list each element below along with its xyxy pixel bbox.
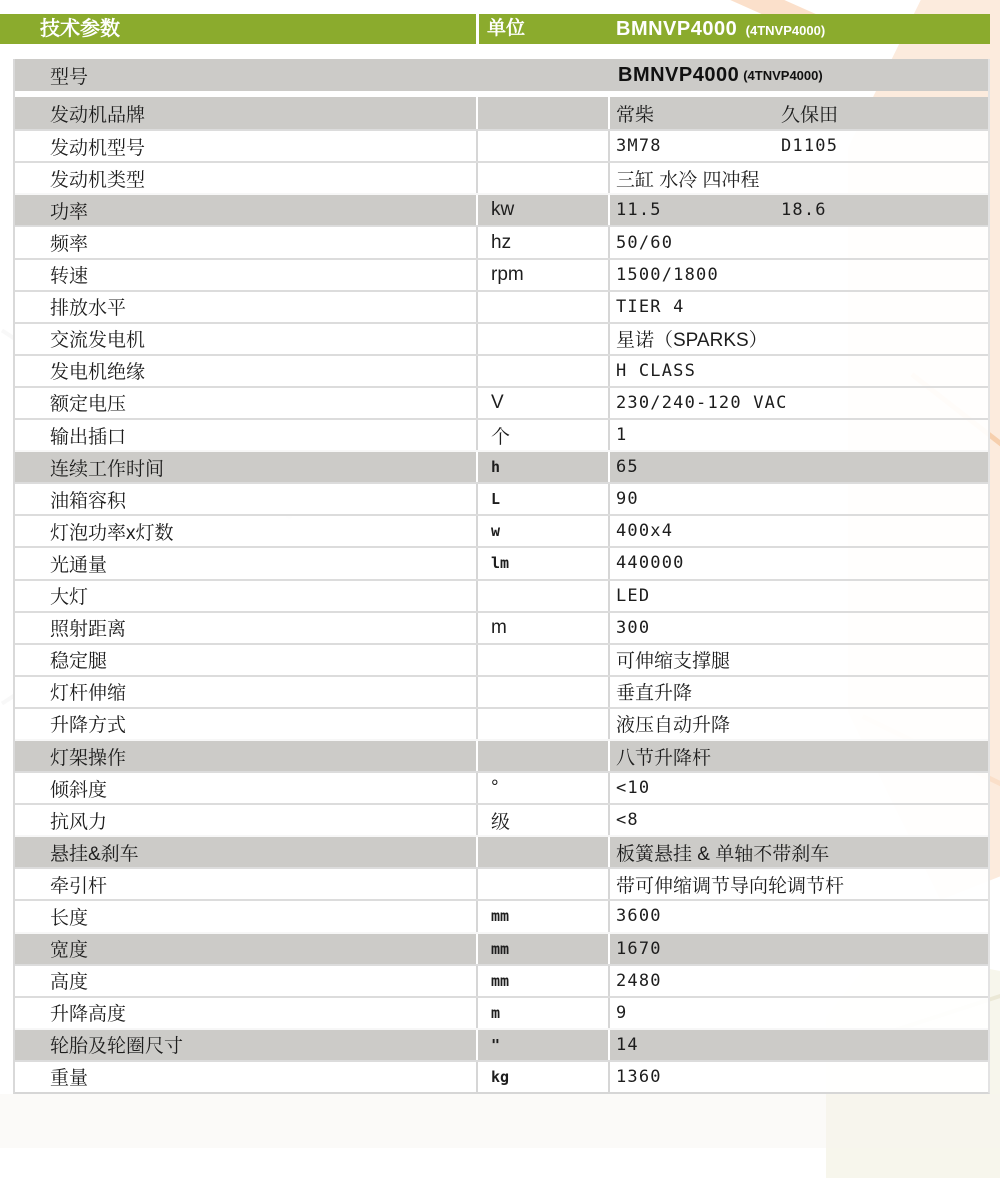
spec-unit [478, 163, 610, 193]
spec-label: 功率 [15, 195, 478, 225]
spec-value-text: D1105 [781, 136, 839, 157]
spec-row [15, 835, 988, 867]
model-column-header [616, 14, 825, 44]
spec-value-text: 1 [616, 425, 628, 446]
spec-unit [478, 869, 610, 899]
spec-value-text: 230/240-120 VAC [616, 392, 788, 413]
spec-unit [478, 131, 610, 161]
spec-value [610, 260, 988, 290]
model-row [15, 59, 988, 91]
spec-row [15, 258, 988, 290]
spec-value [610, 934, 988, 964]
spec-value [610, 420, 988, 450]
spec-row [15, 193, 988, 225]
table-header-bar [0, 14, 990, 44]
spec-value [610, 292, 988, 322]
spec-unit [478, 645, 610, 675]
spec-value [610, 901, 988, 931]
spec-label: 光通量 [15, 548, 478, 578]
spec-row [15, 322, 988, 354]
spec-unit: kg [478, 1062, 610, 1092]
spec-value-text: 垂直升降 [616, 683, 693, 705]
spec-value [610, 709, 988, 739]
spec-value-text: 18.6 [781, 200, 827, 221]
spec-value-text: LED [616, 585, 651, 606]
spec-row [15, 579, 988, 611]
spec-value [610, 869, 988, 899]
spec-value [610, 356, 988, 386]
spec-label: 高度 [15, 966, 478, 996]
spec-value [610, 163, 988, 193]
spec-row [15, 643, 988, 675]
spec-value-text: 星诺（SPARKS） [616, 330, 768, 352]
spec-label: 发动机类型 [15, 163, 478, 193]
spec-value-text: 50/60 [616, 232, 674, 253]
spec-unit: mm [478, 966, 610, 996]
spec-value [610, 741, 988, 771]
spec-unit: 个 [478, 420, 610, 450]
spec-label: 照射距离 [15, 613, 478, 643]
spec-value-text: 440000 [616, 553, 685, 574]
spec-value-text: <10 [616, 778, 651, 799]
spec-label: 轮胎及轮圈尺寸 [15, 1030, 478, 1060]
spec-label: 排放水平 [15, 292, 478, 322]
spec-label: 升降方式 [15, 709, 478, 739]
spec-value-text: H CLASS [616, 360, 697, 381]
spec-value [610, 131, 988, 161]
spec-label: 交流发电机 [15, 324, 478, 354]
spec-unit [478, 837, 610, 867]
spec-row [15, 546, 988, 578]
spec-label: 额定电压 [15, 388, 478, 418]
spec-unit: w [478, 516, 610, 546]
spec-row [15, 675, 988, 707]
spec-value [610, 837, 988, 867]
spec-unit [478, 709, 610, 739]
spec-label: 型号 [50, 66, 89, 88]
spec-unit [478, 324, 610, 354]
spec-row [15, 707, 988, 739]
spec-unit: kw [478, 195, 610, 225]
spec-unit: L [478, 484, 610, 514]
spec-unit: h [478, 452, 610, 482]
spec-label: 宽度 [15, 934, 478, 964]
spec-value [610, 227, 988, 257]
spec-value-text: 板簧悬挂 & 单轴不带刹车 [616, 843, 830, 865]
spec-value [610, 805, 988, 835]
spec-value [610, 1062, 988, 1092]
spec-value-text: 液压自动升降 [616, 715, 731, 737]
spec-label: 悬挂&刹车 [15, 837, 478, 867]
spec-value [610, 998, 988, 1028]
model-name-alt: (4TNVP4000) [745, 23, 826, 38]
spec-row [15, 225, 988, 257]
spec-unit: mm [478, 901, 610, 931]
spec-value [610, 773, 988, 803]
spec-row [15, 867, 988, 899]
spec-row [15, 386, 988, 418]
spec-unit [478, 97, 610, 129]
spec-unit: ° [478, 773, 610, 803]
spec-row [15, 129, 988, 161]
spec-value [610, 97, 988, 129]
model-name-alt: (4TNVP4000) [743, 67, 823, 83]
spec-row [15, 1060, 988, 1092]
spec-label: 灯泡功率x灯数 [15, 516, 478, 546]
spec-label: 牵引杆 [15, 869, 478, 899]
spec-value [610, 484, 988, 514]
spec-value-text: 2480 [616, 970, 662, 991]
spec-value-text: 久保田 [781, 104, 839, 126]
spec-row [15, 739, 988, 771]
spec-row [15, 1028, 988, 1060]
spec-label: 发动机型号 [15, 131, 478, 161]
spec-label: 转速 [15, 260, 478, 290]
spec-row [15, 450, 988, 482]
spec-value-text: 带可伸缩调节导向轮调节杆 [616, 875, 845, 897]
spec-row [15, 354, 988, 386]
spec-row [15, 611, 988, 643]
unit-column-header: 单位 [487, 18, 526, 39]
spec-value-text: 90 [616, 489, 639, 510]
spec-row [15, 771, 988, 803]
spec-unit: " [478, 1030, 610, 1060]
spec-value-text: 可伸缩支撑腿 [616, 651, 731, 673]
spec-unit [478, 581, 610, 611]
spec-row [15, 964, 988, 996]
spec-unit: rpm [478, 260, 610, 290]
spec-rows [13, 59, 990, 1094]
spec-row [15, 290, 988, 322]
spec-value-text: TIER 4 [616, 296, 685, 317]
spec-value [610, 645, 988, 675]
spec-row [15, 161, 988, 193]
spec-value-text: 3600 [616, 906, 662, 927]
spec-value [610, 613, 988, 643]
spec-value [610, 581, 988, 611]
spec-value-text: 11.5 [616, 200, 662, 221]
spec-value-text: 1670 [616, 938, 662, 959]
spec-value-text: 65 [616, 457, 639, 478]
spec-label: 油箱容积 [15, 484, 478, 514]
spec-label: 频率 [15, 227, 478, 257]
spec-label: 发动机品牌 [15, 97, 478, 129]
spec-label: 抗风力 [15, 805, 478, 835]
spec-value [610, 516, 988, 546]
spec-unit [478, 741, 610, 771]
spec-value [618, 59, 823, 91]
spec-row [15, 803, 988, 835]
spec-row [15, 932, 988, 964]
spec-unit [478, 677, 610, 707]
model-name: BMNVP4000 [618, 63, 740, 86]
spec-value-text: 3M78 [616, 136, 662, 157]
spec-unit: m [478, 998, 610, 1028]
spec-value-text: 1360 [616, 1066, 662, 1087]
spec-row [15, 97, 988, 129]
spec-unit: m [478, 613, 610, 643]
spec-label: 长度 [15, 901, 478, 931]
spec-label: 输出插口 [15, 420, 478, 450]
model-name: BMNVP4000 [616, 18, 738, 40]
spec-label: 灯杆伸缩 [15, 677, 478, 707]
spec-unit [478, 356, 610, 386]
spec-value [610, 452, 988, 482]
spec-value [610, 388, 988, 418]
spec-value-text: <8 [616, 810, 639, 831]
spec-unit: V [478, 388, 610, 418]
spec-row [15, 899, 988, 931]
spec-row [15, 482, 988, 514]
spec-value [610, 195, 988, 225]
spec-label: 倾斜度 [15, 773, 478, 803]
spec-unit: mm [478, 934, 610, 964]
spec-value [610, 966, 988, 996]
spec-value-text: 1500/1800 [616, 264, 719, 285]
spec-label: 重量 [15, 1062, 478, 1092]
spec-label: 灯架操作 [15, 741, 478, 771]
spec-label: 发电机绝缘 [15, 356, 478, 386]
spec-value-text: 常柴 [616, 104, 655, 126]
spec-value [610, 324, 988, 354]
spec-unit: lm [478, 548, 610, 578]
spec-unit: 级 [478, 805, 610, 835]
spec-unit [478, 292, 610, 322]
spec-value-text: 400x4 [616, 521, 674, 542]
spec-value [610, 548, 988, 578]
header-column-divider [476, 14, 479, 44]
spec-label: 升降高度 [15, 998, 478, 1028]
spec-value [610, 1030, 988, 1060]
spec-value-text: 9 [616, 1002, 628, 1023]
table-title: 技术参数 [40, 18, 120, 40]
spec-row [15, 996, 988, 1028]
spec-unit: hz [478, 227, 610, 257]
spec-row [15, 514, 988, 546]
spec-label: 稳定腿 [15, 645, 478, 675]
spec-label: 大灯 [15, 581, 478, 611]
spec-value-text: 14 [616, 1034, 639, 1055]
spec-value [610, 677, 988, 707]
spec-value-text: 300 [616, 617, 651, 638]
spec-value-text: 八节升降杆 [616, 747, 712, 769]
spec-label: 连续工作时间 [15, 452, 478, 482]
spec-row [15, 418, 988, 450]
spec-value-text: 三缸 水冷 四冲程 [616, 169, 760, 191]
